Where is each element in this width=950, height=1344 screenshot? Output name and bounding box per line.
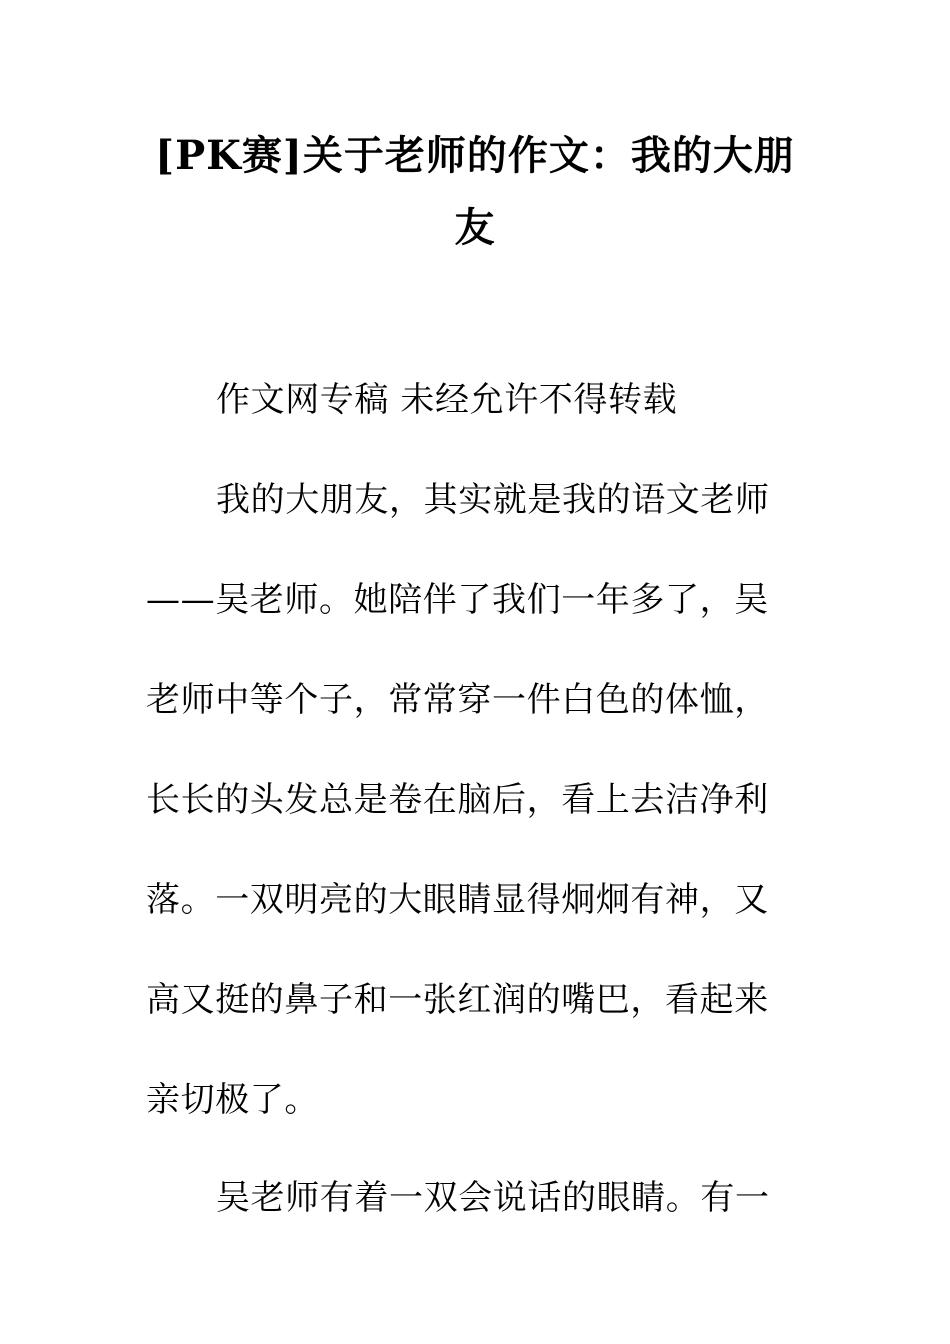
paragraph-line: 亲切极了。 — [146, 1080, 319, 1120]
copyright-notice: 作文网专稿 未经允许不得转载 — [216, 380, 678, 420]
document-title — [148, 120, 802, 264]
paragraph-line: 长长的头发总是卷在脑后，看上去洁净利 — [146, 780, 769, 820]
paragraph-line: ——吴老师。她陪伴了我们一年多了，吴 — [146, 580, 769, 620]
title-line-2: 友 — [454, 204, 496, 251]
paragraph-line: 吴老师有着一双会说话的眼睛。有一 — [216, 1178, 770, 1218]
paragraph-line: 高又挺的鼻子和一张红润的嘴巴，看起来 — [146, 980, 769, 1020]
paragraph-line: 老师中等个子，常常穿一件白色的体恤， — [146, 680, 769, 720]
title-line-1: [PK赛]关于老师的作文：我的大朋 — [155, 132, 795, 179]
paragraph-line: 我的大朋友，其实就是我的语文老师 — [216, 480, 770, 520]
paragraph-line: 落。一双明亮的大眼睛显得炯炯有神，又 — [146, 880, 769, 920]
